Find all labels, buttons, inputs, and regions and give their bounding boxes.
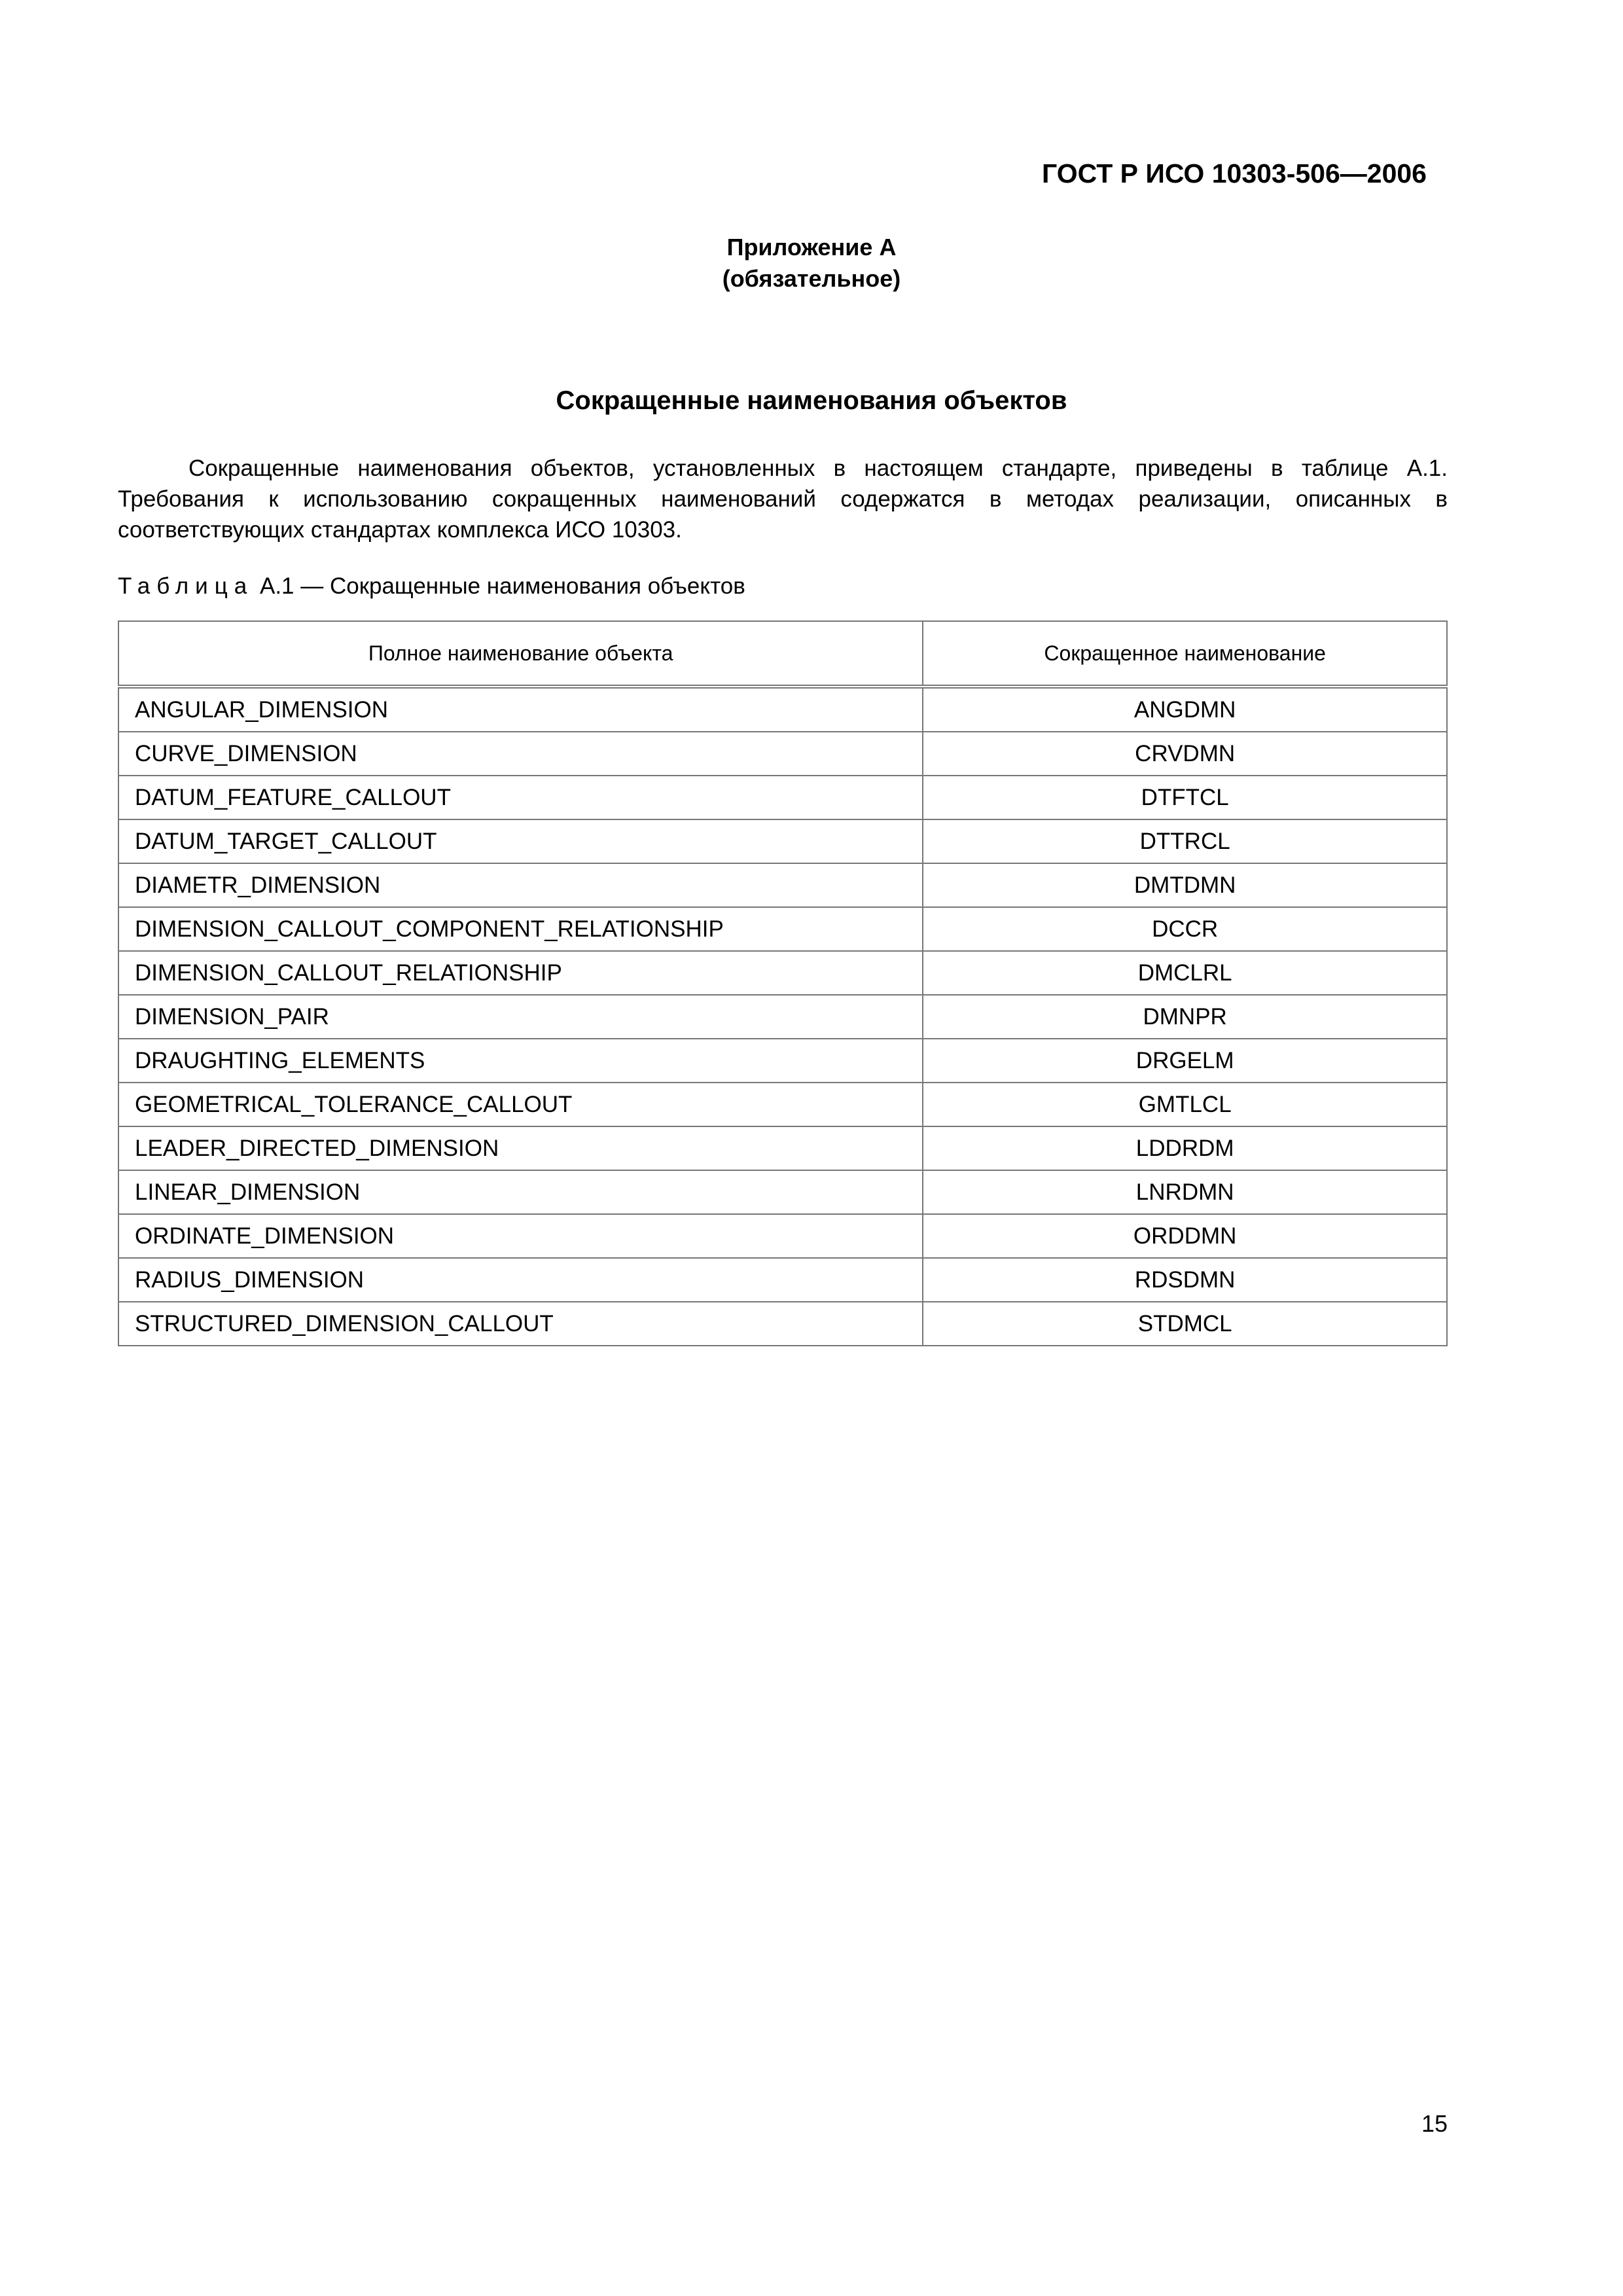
short-name-cell: LNRDMN [923, 1170, 1447, 1214]
short-name-cell: DMCLRL [923, 951, 1447, 995]
table-row [118, 1126, 1447, 1170]
intro-paragraph: Сокращенные наименования объектов, установленных в настоящем стандарте, приведены в таблице А.1. Требования к использованию сокращенных наименований содержатся в методах реализации, описанных в соответствующих стандартах комплекса ИСО 10303. [118, 456, 1448, 543]
table-row [118, 1214, 1447, 1258]
short-name-cell: DRGELM [923, 1039, 1447, 1083]
full-name-cell: DRAUGHTING_ELEMENTS [118, 1039, 923, 1083]
full-name-cell: ANGULAR_DIMENSION [118, 687, 923, 732]
short-name-cell: ORDDMN [923, 1214, 1447, 1258]
table-header-row [118, 621, 1447, 687]
short-name-cell: RDSDMN [923, 1258, 1447, 1302]
table-row [118, 819, 1447, 863]
column-header-short-name: Сокращенное наименование [923, 621, 1447, 687]
document-code: ГОСТ Р ИСО 10303-506—2006 [1042, 158, 1427, 188]
abbreviations-table [118, 620, 1448, 1346]
full-name-cell: LINEAR_DIMENSION [118, 1170, 923, 1214]
full-name-cell: STRUCTURED_DIMENSION_CALLOUT [118, 1302, 923, 1346]
full-name-cell: GEOMETRICAL_TOLERANCE_CALLOUT [118, 1083, 923, 1126]
section-title: Сокращенные наименования объектов [556, 386, 1067, 415]
table-row [118, 951, 1447, 995]
short-name-cell: DCCR [923, 907, 1447, 951]
short-name-cell: DTTRCL [923, 819, 1447, 863]
table-row [118, 1258, 1447, 1302]
full-name-cell: LEADER_DIRECTED_DIMENSION [118, 1126, 923, 1170]
table-row [118, 732, 1447, 776]
short-name-cell: DMTDMN [923, 863, 1447, 907]
table-row [118, 687, 1447, 732]
table-row [118, 1039, 1447, 1083]
full-name-cell: DIMENSION_PAIR [118, 995, 923, 1039]
table-row [118, 863, 1447, 907]
table-row [118, 995, 1447, 1039]
table-row [118, 1302, 1447, 1346]
table-row [118, 907, 1447, 951]
column-header-full-name: Полное наименование объекта [118, 621, 923, 687]
appendix-heading [0, 232, 1623, 295]
table-row [118, 1083, 1447, 1126]
full-name-cell: DIMENSION_CALLOUT_RELATIONSHIP [118, 951, 923, 995]
short-name-cell: GMTLCL [923, 1083, 1447, 1126]
short-name-cell: CRVDMN [923, 732, 1447, 776]
short-name-cell: STDMCL [923, 1302, 1447, 1346]
appendix-title: Приложение А [726, 234, 897, 260]
short-name-cell: DMNPR [923, 995, 1447, 1039]
full-name-cell: DIMENSION_CALLOUT_COMPONENT_RELATIONSHIP [118, 907, 923, 951]
full-name-cell: DATUM_TARGET_CALLOUT [118, 819, 923, 863]
table-row [118, 776, 1447, 819]
full-name-cell: DATUM_FEATURE_CALLOUT [118, 776, 923, 819]
appendix-status: (обязательное) [722, 265, 901, 292]
table-caption-label: Таблица [118, 573, 254, 599]
short-name-cell: DTFTCL [923, 776, 1447, 819]
table-row [118, 1170, 1447, 1214]
page-number: 15 [1421, 2110, 1448, 2137]
full-name-cell: DIAMETR_DIMENSION [118, 863, 923, 907]
table-caption-text: А.1 — Сокращенные наименования объектов [259, 573, 745, 599]
short-name-cell: ANGDMN [923, 687, 1447, 732]
full-name-cell: CURVE_DIMENSION [118, 732, 923, 776]
short-name-cell: LDDRDM [923, 1126, 1447, 1170]
table-caption [118, 573, 745, 600]
full-name-cell: ORDINATE_DIMENSION [118, 1214, 923, 1258]
full-name-cell: RADIUS_DIMENSION [118, 1258, 923, 1302]
